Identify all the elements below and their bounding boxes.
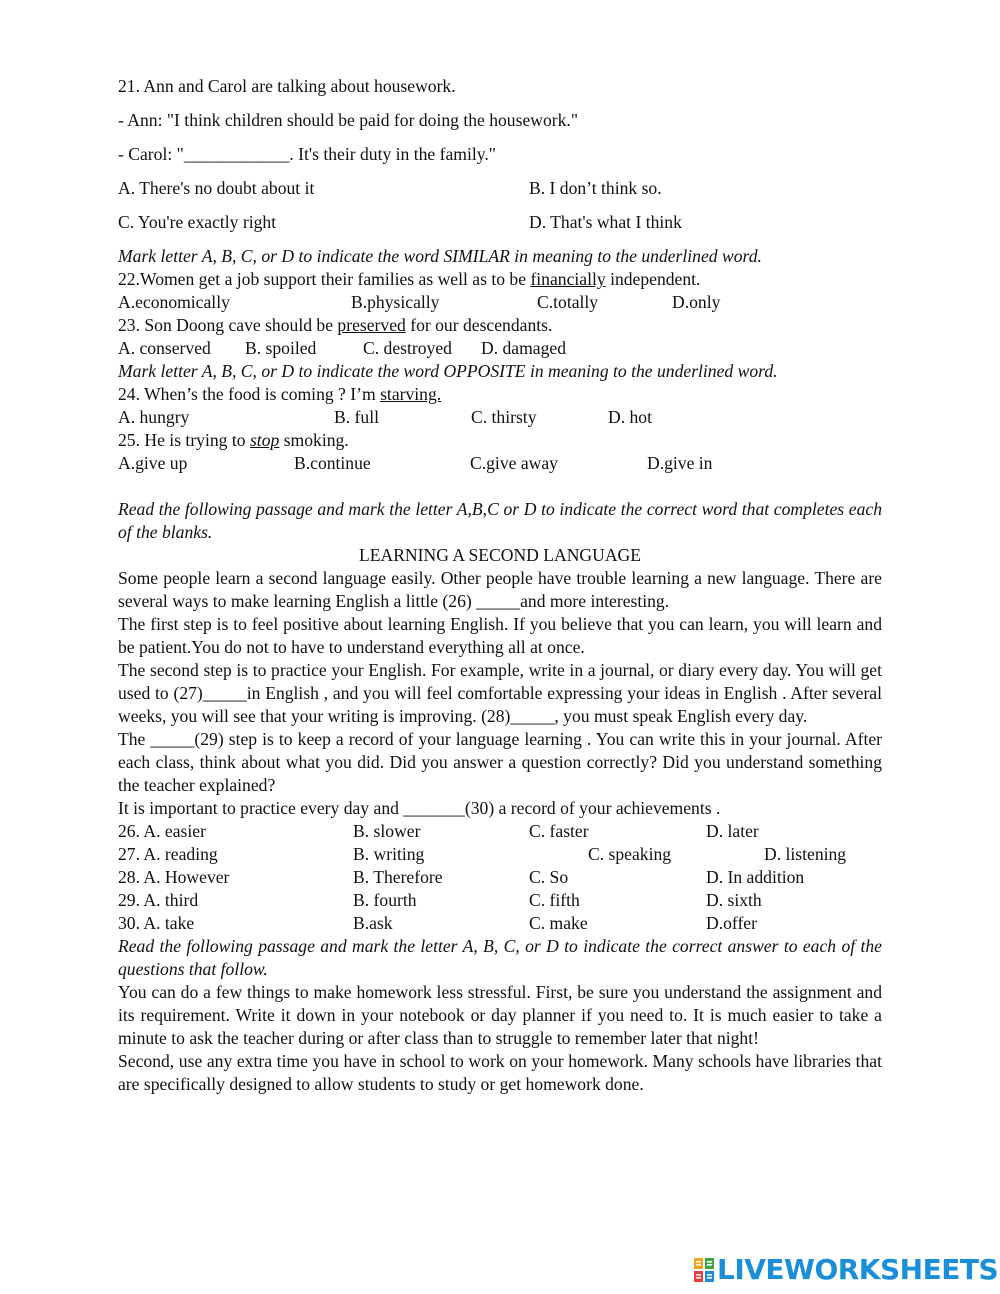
passage1-instruction: Read the following passage and mark the letter A,B,C or D to indicate the correct word that completes each of the blanks. [118, 499, 882, 542]
q22-stem-pre: 22.Women get a job support their families as well as to be [118, 269, 531, 289]
q22-underlined-word: financially [530, 269, 606, 289]
q28-options [118, 866, 882, 889]
q29-options [118, 889, 882, 912]
worksheet-page [118, 75, 882, 1096]
q27-option-b[interactable]: B. writing [353, 844, 425, 864]
q29-option-c[interactable]: C. fifth [529, 890, 580, 910]
question-21 [118, 75, 882, 234]
opposite-instruction: Mark letter A, B, C, or D to indicate the word OPPOSITE in meaning to the underlined word. [118, 361, 778, 381]
q30-option-b[interactable]: B.ask [353, 913, 393, 933]
q26-option-a[interactable]: 26. A. easier [118, 821, 206, 841]
q27-option-d[interactable]: D. listening [764, 844, 847, 864]
passage2-paragraph-2: Second, use any extra time you have in school to work on your homework. Many schools have libraries that are specifically designed to allow students to study or get homework done. [118, 1051, 882, 1094]
q23-underlined-word: preserved [337, 315, 406, 335]
q22-options [118, 291, 882, 314]
q23-option-d[interactable]: D. damaged [481, 338, 567, 358]
q26-option-c[interactable]: C. faster [529, 821, 589, 841]
q28-option-b[interactable]: B. Therefore [353, 867, 443, 887]
q21-option-a[interactable]: A. There's no doubt about it [118, 178, 315, 198]
q27-option-c[interactable]: C. speaking [588, 844, 672, 864]
q22-option-b[interactable]: B.physically [351, 292, 440, 312]
q26-option-b[interactable]: B. slower [353, 821, 421, 841]
passage1-paragraph-3: The second step is to practice your English. For example, write in a journal, or diary every day. You will get used to (27)_____in English , and you will feel comfortable expressing your ideas in English . After several weeks, you will see that your writing is improving. (28)_____, you must speak English every day. [118, 660, 882, 726]
q23-stem-post: for our descendants. [405, 315, 553, 335]
q23-option-c[interactable]: C. destroyed [363, 338, 452, 358]
q22-option-d[interactable]: D.only [672, 292, 721, 312]
q24-options [118, 406, 882, 429]
q22-stem-post: independent. [605, 269, 701, 289]
q25-stem-post: smoking. [279, 430, 349, 450]
q25-stem [118, 429, 882, 452]
q21-option-c[interactable]: C. You're exactly right [118, 212, 277, 232]
q23-option-a[interactable]: A. conserved [118, 338, 211, 358]
q23-stem-pre: 23. Son Doong cave should be [118, 315, 338, 335]
q24-stem [118, 383, 882, 406]
q23-option-b[interactable]: B. spoiled [245, 338, 317, 358]
q24-underlined-word: starving. [380, 384, 442, 404]
passage2-instruction: Read the following passage and mark the letter A, B, C, or D to indicate the correct answer to each of the questions that follow. [118, 936, 882, 979]
q21-option-b[interactable]: B. I don’t think so. [529, 178, 662, 198]
q23-stem [118, 314, 882, 337]
q30-option-d[interactable]: D.offer [706, 913, 757, 933]
q29-option-a[interactable]: 29. A. third [118, 890, 199, 910]
q28-option-d[interactable]: D. In addition [706, 867, 805, 887]
q25-option-c[interactable]: C.give away [470, 453, 558, 473]
liveworksheets-logo [693, 1255, 998, 1285]
q29-option-d[interactable]: D. sixth [706, 890, 762, 910]
q24-option-c[interactable]: C. thirsty [471, 407, 537, 427]
q28-option-a[interactable]: 28. A. However [118, 867, 230, 887]
passage1-paragraph-4: The _____(29) step is to keep a record of your language learning . You can write this in your journal. After each class, think about what you did. Did you answer a question correctly? Did you understand something the teacher explained? [118, 729, 882, 795]
q21-carol-line: - Carol: "____________. It's their duty in the family." [118, 144, 496, 164]
passage1-paragraph-5: It is important to practice every day and _______(30) a record of your achievements . [118, 798, 721, 818]
q22-option-a[interactable]: A.economically [118, 292, 230, 312]
q24-stem-pre: 24. When’s the food is coming ? I’m [118, 384, 381, 404]
q24-option-d[interactable]: D. hot [608, 407, 652, 427]
q23-options [118, 337, 882, 360]
q26-options [118, 820, 882, 843]
q25-option-b[interactable]: B.continue [294, 453, 371, 473]
q28-option-c[interactable]: C. So [529, 867, 569, 887]
q27-option-a[interactable]: 27. A. reading [118, 844, 218, 864]
q26-option-d[interactable]: D. later [706, 821, 759, 841]
q21-option-d[interactable]: D. That's what I think [529, 212, 682, 232]
liveworksheets-logo-icon [693, 1257, 715, 1283]
q25-stem-pre: 25. He is trying to [118, 430, 250, 450]
q30-option-a[interactable]: 30. A. take [118, 913, 195, 933]
q25-option-d[interactable]: D.give in [647, 453, 713, 473]
q29-option-b[interactable]: B. fourth [353, 890, 417, 910]
q30-options [118, 912, 882, 935]
passage1-paragraph-2: The first step is to feel positive about learning English. If you believe that you can learn, you will learn and be patient.You do not to have to understand everything all at once. [118, 614, 882, 657]
q25-underlined-word: stop [249, 430, 280, 450]
q25-options [118, 452, 882, 475]
q22-option-c[interactable]: C.totally [537, 292, 599, 312]
similar-instruction: Mark letter A, B, C, or D to indicate the word SIMILAR in meaning to the underlined word. [118, 246, 762, 266]
passage1-paragraph-1: Some people learn a second language easily. Other people have trouble learning a new language. There are several ways to make learning English a little (26) _____and more interesting. [118, 568, 882, 611]
q27-options [118, 843, 882, 866]
liveworksheets-logo-text: LIVEWORKSHEETS [717, 1253, 999, 1286]
q22-stem [118, 268, 882, 291]
q24-option-a[interactable]: A. hungry [118, 407, 190, 427]
passage2-paragraph-1: You can do a few things to make homework less stressful. First, be sure you understand the assignment and its requirement. Write it down in your notebook or day planner if you need to. It is much easier to take a minute to ask the teacher during or after class than to struggle to remember later that night! [118, 982, 882, 1048]
q21-intro: 21. Ann and Carol are talking about housework. [118, 76, 456, 96]
q21-ann-line: - Ann: "I think children should be paid for doing the housework." [118, 110, 578, 130]
q30-option-c[interactable]: C. make [529, 913, 588, 933]
q21-options-row-1 [118, 177, 882, 200]
q24-option-b[interactable]: B. full [334, 407, 379, 427]
passage1-title: LEARNING A SECOND LANGUAGE [359, 545, 641, 565]
passage1-answer-options [118, 820, 882, 935]
q21-options-row-2 [118, 211, 882, 234]
q25-option-a[interactable]: A.give up [118, 453, 188, 473]
